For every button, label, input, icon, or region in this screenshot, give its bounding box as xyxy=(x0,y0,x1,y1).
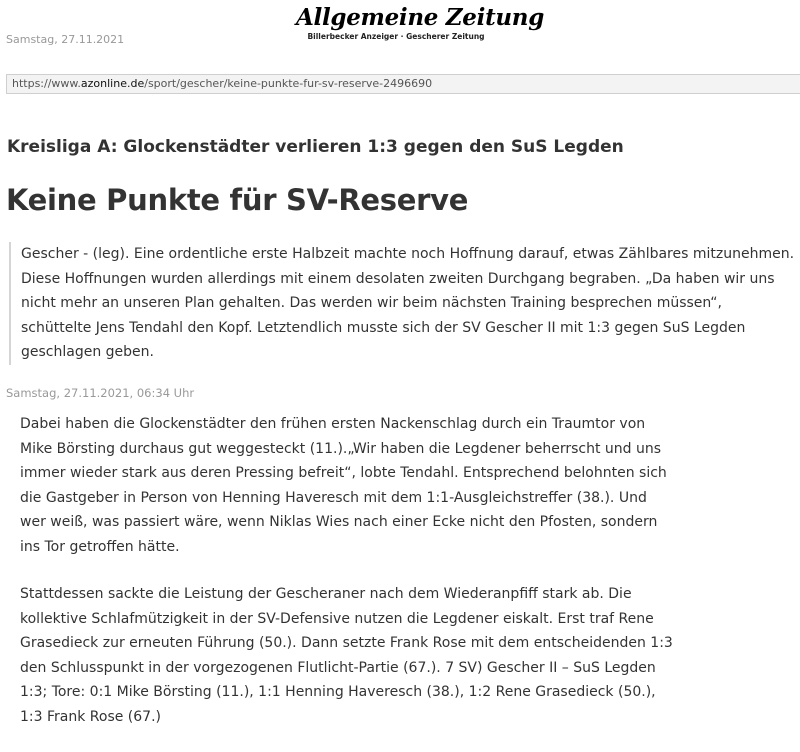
logo-title: Allgemeine Zeitung xyxy=(296,4,545,31)
newspaper-logo[interactable] xyxy=(296,4,545,41)
article-body xyxy=(20,412,675,752)
article-timestamp: Samstag, 27.11.2021, 06:34 Uhr xyxy=(6,386,195,400)
url-prefix: https://www. xyxy=(12,77,81,90)
url-domain: azonline.de xyxy=(80,77,145,90)
body-paragraph: Stattdessen sackte die Leistung der Gescheraner nach dem Wiederanpfiff stark ab. Die kollektive Schlafmützigkeit in der SV-Defensive nutzen die Legdener eiskalt. Erst traf Rene Grasedieck zur erneuten Führung (50.). Dann setzte Frank Rose mit dem entscheidenden 1:3 den Schlusspunkt in der vorgezogenen Flutlicht-Partie (67.). 7 SV) Gescher II – SuS Legden 1:3; Tore: 0:1 Mike Börsting (11.), 1:1 Henning Haveresch (38.), 1:2 Rene Grasedieck (50.), 1:3 Frank Rose (67.) xyxy=(20,586,673,725)
logo-subtitle: Billerbecker Anzeiger · Gescherer Zeitung xyxy=(307,32,485,41)
article-url[interactable] xyxy=(6,74,800,94)
body-paragraph: Dabei haben die Glockenstädter den frühen ersten Nackenschlag durch ein Traumtor von Mike Börsting durchaus gut weggesteckt (11.).„Wir haben die Legdener beherrscht und uns immer wieder stark aus deren Pressing befreit“, lobte Tendahl. Entsprechend belohnten sich die Gastgeber in Person von Henning Haveresch mit dem 1:1-Ausgleichstreffer (38.). Und wer weiß, was passiert wäre, wenn Niklas Wies nach einer Ecke nicht den Pfosten, sondern ins Tor getroffen hätte. xyxy=(20,416,667,555)
article-headline: Keine Punkte für SV-Reserve xyxy=(6,183,469,217)
url-path: /sport/gescher/keine-punkte-fur-sv-reserve-2496690 xyxy=(144,77,433,90)
article-lead: Gescher - (leg). Eine ordentliche erste Halbzeit machte noch Hoffnung darauf, etwas Zählbares mitzunehmen. Diese Hoffnungen wurden allerdings mit einem desolaten zweiten Durchgang begraben. „Da haben wir uns nicht mehr an unseren Plan gehalten. Das werden wir beim nächsten Training besprechen müssen“, schüttelte Jens Tendahl den Kopf. Letztendlich musste sich der SV Gescher II mit 1:3 gegen SuS Legden geschlagen geben. xyxy=(9,242,800,365)
article-kicker: Kreisliga A: Glockenstädter verlieren 1:3 gegen den SuS Legden xyxy=(7,137,624,157)
header-date: Samstag, 27.11.2021 xyxy=(6,33,125,46)
